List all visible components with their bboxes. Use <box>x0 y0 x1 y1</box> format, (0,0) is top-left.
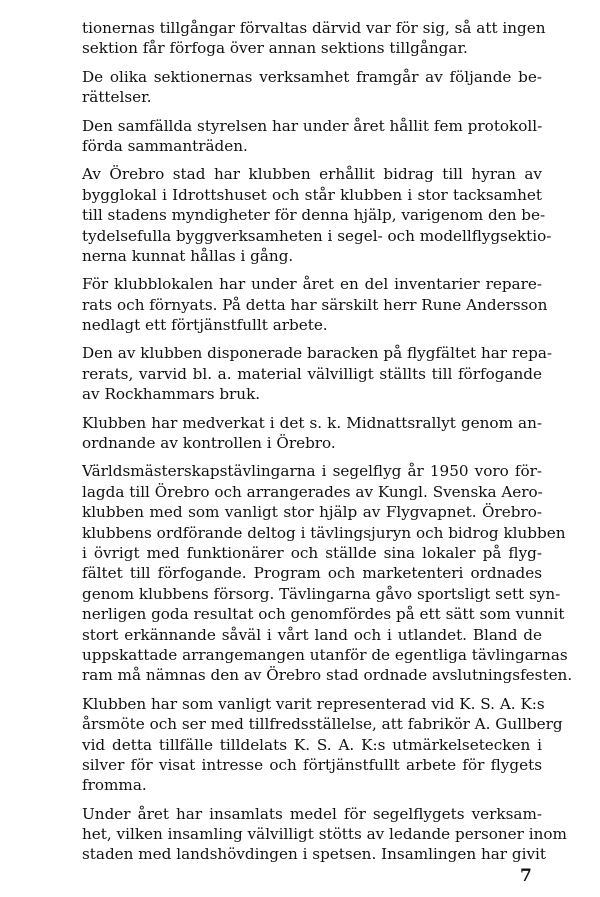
text-line: nerligen goda resultat och genomfördes på ett sätt som vunnit <box>82 605 565 624</box>
paragraph <box>82 804 567 865</box>
text-line: klubben med som vanligt stor hjälp av Flygvapnet. Örebro- <box>82 503 542 522</box>
text-line: Klubben har som vanligt varit representerad vid K. S. A. K:s <box>82 694 545 713</box>
paragraph <box>82 343 553 404</box>
text-line: fromma. <box>82 776 147 795</box>
text-line: ram må nämnas den av Örebro stad ordnade avslutningsfesten. <box>82 666 573 685</box>
text-line: Av Örebro stad har klubben erhållit bidrag till hyran av <box>82 165 542 184</box>
text-line: tydelsefulla byggverksamheten i segel- och modellflygsektio- <box>82 226 552 245</box>
text-line: lagda till Örebro och arrangerades av Kungl. Svenska Aero- <box>82 482 543 501</box>
text-line: klubbens ordförande deltog i tävlingsjuryn och bidrog klubben <box>82 523 566 542</box>
text-line: förda sammanträden. <box>82 136 248 155</box>
paragraph <box>82 116 542 157</box>
paragraph <box>82 67 542 108</box>
text-line: Klubben har medverkat i det s. k. Midnattsrallyt genom an- <box>82 413 542 432</box>
page-number: 7 <box>520 866 532 886</box>
paragraph <box>82 461 573 685</box>
text-line: bygglokal i Idrottshuset och står klubben i stor tacksamhet <box>82 185 542 204</box>
text-line: vid detta tillfälle tilldelats K. S. A. K:s utmärkelsetecken i <box>82 735 542 754</box>
text-line: stort erkännande såväl i vårt land och i utlandet. Bland de <box>82 625 542 644</box>
text-line: rerats, varvid bl. a. material välvilligt ställts till förfogande <box>82 364 542 383</box>
text-line: silver för visat intresse och förtjänstfullt arbete för flygets <box>82 755 542 774</box>
text-line: uppskattade arrangemangen utanför de egentliga tävlingarnas <box>82 645 568 664</box>
paragraph <box>82 18 546 59</box>
text-line: Den av klubben disponerade baracken på flygfältet har repa- <box>82 344 553 363</box>
text-line: De olika sektionernas verksamhet framgår av följande be- <box>82 67 542 86</box>
text-line: Under året har insamlats medel för segelflygets verksam- <box>82 804 542 823</box>
text-line: staden med landshövdingen i spetsen. Insamlingen har givit <box>82 845 547 864</box>
text-line: rats och förnyats. På detta har särskilt herr Rune Andersson <box>82 295 548 314</box>
text-line: i övrigt med funktionärer och ställde sina lokaler på flyg- <box>82 543 542 562</box>
body-text <box>82 18 573 873</box>
paragraph <box>82 694 563 796</box>
text-line: För klubblokalen har under året en del inventarier repare- <box>82 275 542 294</box>
text-line: Världsmästerskapstävlingarna i segelflyg år 1950 voro för- <box>82 462 542 481</box>
text-line: fältet till förfogande. Program och marketenteri ordnades <box>82 564 542 583</box>
paragraph <box>82 164 552 266</box>
text-line: Den samfällda styrelsen har under året hållit fem protokoll- <box>82 116 543 135</box>
text-line: nerna kunnat hållas i gång. <box>82 246 294 265</box>
text-line: till stadens myndigheter för denna hjälp, varigenom den be- <box>82 206 546 225</box>
paragraph <box>82 413 542 454</box>
paragraph <box>82 274 548 335</box>
text-line: sektion får förfoga över annan sektions tillgångar. <box>82 39 468 58</box>
text-line: tionernas tillgångar förvaltas därvid var för sig, så att ingen <box>82 19 546 37</box>
text-line: rättelser. <box>82 88 152 107</box>
text-line: nedlagt ett förtjänstfullt arbete. <box>82 316 328 335</box>
text-line: av Rockhammars bruk. <box>82 385 261 404</box>
text-line: årsmöte och ser med tillfredsställelse, att fabrikör A. Gullberg <box>82 715 563 734</box>
text-line: ordnande av kontrollen i Örebro. <box>82 434 336 453</box>
text-line: genom klubbens försorg. Tävlingarna gåvo sportsligt sett syn- <box>82 584 561 603</box>
text-line: het, vilken insamling välvilligt stötts av ledande personer inom <box>82 825 567 844</box>
